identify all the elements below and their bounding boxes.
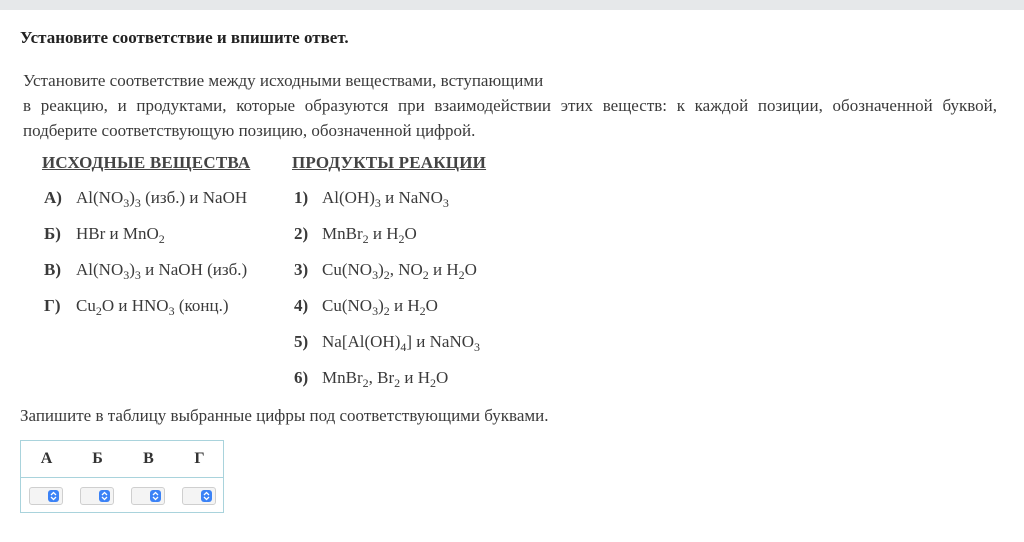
answer-select-a[interactable] <box>29 487 63 505</box>
reactant-label: Г) <box>44 296 61 315</box>
answer-header-b: Б <box>92 450 103 467</box>
product-item-6 <box>294 368 448 388</box>
product-label: 6) <box>294 368 309 387</box>
answer-header-a: А <box>40 450 53 467</box>
page-title: Установите соответствие и впишите ответ. <box>20 28 349 47</box>
reactant-item-v <box>44 260 247 280</box>
reactant-formula: HBr и MnO$_2$ <box>76 224 165 246</box>
product-formula: MnBr$_2$, $Br_2$ и $H_2O$ <box>322 368 449 390</box>
answer-select-v[interactable] <box>131 487 165 505</box>
task-line-1: Установите соответствие между исходными веществами, вступающими <box>23 71 544 90</box>
reactant-formula: $Al(NO_3)_3$ (изб.) и NaOH <box>76 188 248 210</box>
product-formula: $Na[Al(OH)_4]$ и NaNO$_3$ <box>322 332 480 354</box>
reactant-formula: $Al(NO_3)_3$ и NaOH (изб.) <box>76 260 248 282</box>
product-item-3 <box>294 260 477 280</box>
product-formula: $Cu(NO_3)_2$ и $H_2O$ <box>322 296 438 318</box>
answer-header-g: Г <box>194 450 205 467</box>
product-formula: $Cu(NO_3)_2$, $NO_2$ и $H_2O$ <box>322 260 477 282</box>
product-label: 4) <box>294 296 309 315</box>
reactant-item-a <box>44 188 247 208</box>
select-chevron-icon <box>99 490 110 502</box>
answer-table-header <box>21 441 223 478</box>
product-item-2 <box>294 224 417 244</box>
product-item-1 <box>294 188 449 208</box>
product-label: 5) <box>294 332 309 351</box>
product-item-5 <box>294 332 480 352</box>
product-label: 3) <box>294 260 309 279</box>
product-label: 1) <box>294 188 309 207</box>
reactant-formula: $Cu_2O$ и $HNO_3$ (конц.) <box>76 296 229 318</box>
task-description <box>23 68 997 143</box>
answer-select-b[interactable] <box>80 487 114 505</box>
answer-instruction: Запишите в таблицу выбранные цифры под соответствующими буквами. <box>20 406 549 425</box>
reactant-item-g <box>44 296 228 316</box>
product-formula: MnBr$_2$ и $H_2O$ <box>322 224 417 246</box>
select-chevron-icon <box>48 490 59 502</box>
product-label: 2) <box>294 224 309 243</box>
answer-header-v: В <box>143 450 154 467</box>
select-chevron-icon <box>150 490 161 502</box>
products-header: ПРОДУКТЫ РЕАКЦИИ <box>292 153 487 172</box>
reactant-label: А) <box>44 188 62 207</box>
select-chevron-icon <box>201 490 212 502</box>
answer-select-g[interactable] <box>182 487 216 505</box>
product-item-4 <box>294 296 438 316</box>
reactant-label: Б) <box>44 224 61 243</box>
reactants-header: ИСХОДНЫЕ ВЕЩЕСТВА <box>42 153 251 172</box>
task-line-2: в реакцию, и продуктами, которые образуются при взаимодействии этих веществ: к каждой позиции, обозначенной буквой, подберите соответствующую позицию, обозначенной цифрой. <box>23 96 997 140</box>
top-bar <box>0 0 1024 10</box>
answer-table <box>20 440 224 513</box>
product-formula: $Al(OH)_3$ и NaNO$_3$ <box>322 188 449 210</box>
reactant-item-b <box>44 224 165 244</box>
reactant-label: В) <box>44 260 61 279</box>
